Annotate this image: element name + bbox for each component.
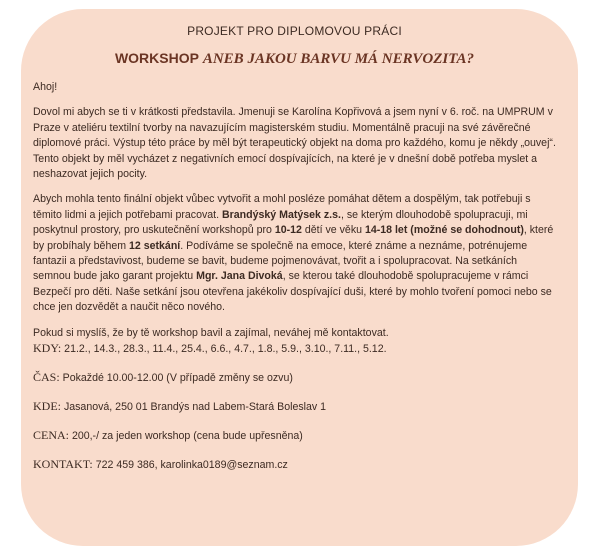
flyer-card: [21, 9, 578, 546]
info-price: [33, 428, 556, 444]
contact-invite: Pokud si myslíš, že by tě workshop bavil a zajímal, neváhej mě kontaktovat.: [33, 326, 389, 339]
info-when-key: KDY:: [33, 341, 62, 356]
title-main: WORKSHOP: [114, 50, 199, 66]
organization-name: Brandýský Matýsek z.s.: [222, 208, 341, 221]
info-when: [33, 341, 556, 357]
info-time-value: Pokaždé 10.00-12.00 (V případě změny se ozvu): [59, 372, 293, 385]
workshop-title: [33, 49, 556, 68]
header-label: PROJEKT PRO DIPLOMOVOU PRÁCI: [187, 24, 402, 38]
info-contact-value: 722 459 386, karolinka0189@seznam.cz: [92, 459, 288, 472]
workshop-paragraph: [33, 192, 556, 315]
info-contact: [33, 457, 556, 473]
p2-text-5: . Podíváme se společně na emoce, které známe a neznáme, potrénujeme fantazii a představivost, budeme se bavit, budeme pojmenovávat, tvořit a i spolupracovat. Na setkáních semnou bude jako garant projektu: [33, 239, 528, 283]
p2-text-1: Abych mohla tento finální objekt vůbec vytvořit a mohl posléze pomáhat dětem a dospělým, tak potřebuji s těmito lidmi a jejich potřebami pracovat.: [33, 193, 531, 221]
session-count: 12 setkání: [129, 239, 181, 252]
intro-paragraph: Dovol mi abych se ti v krátkosti představila. Jmenuji se Karolína Kopřivová a jsem nyní v 6. roč. na UMPRUM v Praze v ateliéru textilní tvorby na navazujícím magisterském studiu. Momentálně pracuji na své závěrečné diplomové práci. Výstup této práce by měl být terapeutický objekt na doma pro každého, komu je někdy „ouvej“. Tento objekt by měl vycházet z negativních emocí dospívajících, na které je v dnešní době potřeba myslet a neshazovat jejich pocity.: [33, 106, 556, 181]
info-when-value: 21.2., 14.3., 28.3., 11.4., 25.4., 6.6., 4.7., 1.8., 5.9., 3.10., 7.11., 5.12.: [61, 343, 387, 356]
info-time-key: ČAS:: [33, 370, 60, 385]
info-price-key: CENA:: [33, 428, 69, 443]
guarantor-name: Mgr. Jana Divoká: [196, 270, 283, 283]
p2-text-3: dětí ve věku: [301, 224, 365, 237]
title-subtitle: ANEB JAKOU BARVU MÁ NERVOZITA?: [202, 51, 475, 67]
info-time: [33, 370, 556, 386]
info-contact-key: KONTAKT:: [33, 457, 93, 472]
age-range: 14-18 let (možné se dohodnout): [364, 224, 524, 237]
p2-text-2: , se kterým dlouhodobě spolupracuji, mi poskytnul prostory, pro uskutečnění workshopů pro: [33, 208, 528, 237]
greeting: Ahoj!: [33, 81, 58, 93]
p2-text-4: , které by probíhaly během: [33, 224, 554, 252]
info-where: [33, 399, 556, 415]
info-price-value: 200,-/ za jeden workshop (cena bude upřesněna): [69, 430, 303, 443]
info-where-key: KDE:: [33, 399, 61, 414]
p2-text-6: , se kterou také dlouhodobě spolupracujeme v rámci Bezpečí pro děti. Naše setkání jsou otevřena jakékoliv dospívající duši, které by mohlo tvoření pomoci nebo se chce jen dozvědět a naučit něco nového.: [33, 270, 552, 314]
info-where-value: Jasanová, 250 01 Brandýs nad Labem-Stará Boleslav 1: [61, 401, 327, 414]
children-count: 10-12: [274, 224, 302, 237]
